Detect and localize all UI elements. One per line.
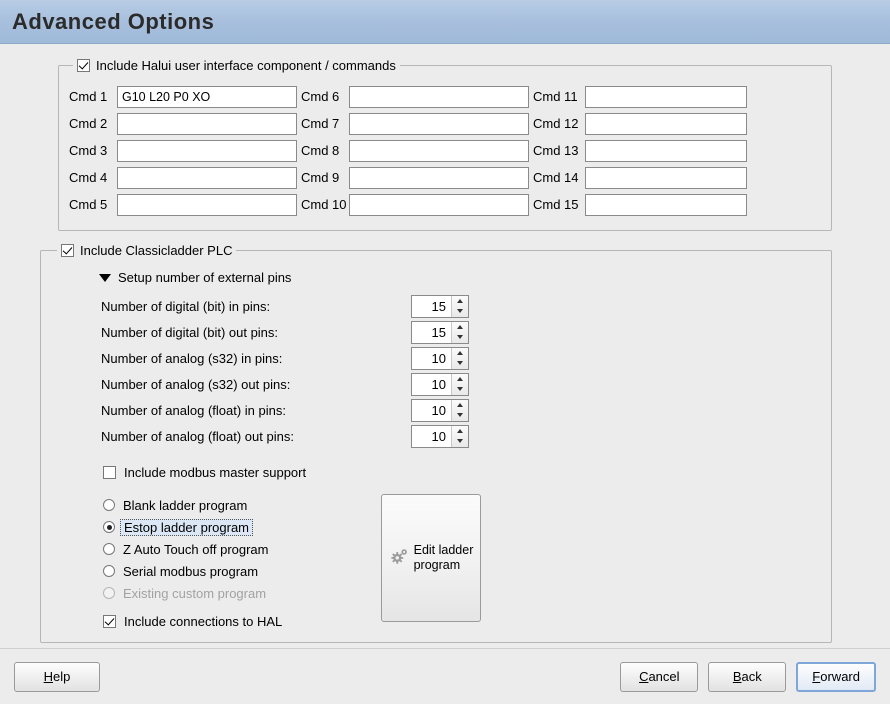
- spinner-down-icon[interactable]: [452, 384, 468, 395]
- modbus-master-row[interactable]: [103, 465, 821, 480]
- cmd-12-label: Cmd 12: [533, 116, 579, 131]
- dialog-content: [0, 44, 890, 648]
- radio-label: Blank ladder program: [123, 497, 248, 513]
- digital-out-label: Number of digital (bit) out pins:: [101, 324, 279, 340]
- analog-s32-out-spinner[interactable]: [411, 373, 469, 396]
- gear-icon: [389, 546, 411, 571]
- radio-estop-ladder-program[interactable]: [103, 516, 373, 538]
- radio-label: Z Auto Touch off program: [123, 541, 269, 557]
- classicladder-section: [40, 243, 832, 643]
- analog-s32-in-label: Number of analog (s32) in pins:: [101, 350, 283, 366]
- spinner-down-icon[interactable]: [452, 358, 468, 369]
- halui-legend: [73, 58, 400, 73]
- cancel-button[interactable]: Cancel: [620, 662, 698, 692]
- spinner-down-icon[interactable]: [452, 332, 468, 343]
- cmd-3-label: Cmd 3: [69, 143, 108, 158]
- digital-out-value[interactable]: 15: [431, 324, 446, 340]
- help-button[interactable]: Help: [14, 662, 100, 692]
- cmd-13-label: Cmd 13: [533, 143, 579, 158]
- halui-enable-checkbox[interactable]: [77, 59, 90, 72]
- cmd-10-input[interactable]: [349, 194, 529, 216]
- analog-s32-in-spinner-arrows[interactable]: [451, 348, 468, 369]
- halui-legend-label: Include Halui user interface component / commands: [96, 58, 396, 73]
- cmd-11-label: Cmd 11: [533, 89, 578, 104]
- spinner-up-icon[interactable]: [452, 348, 468, 359]
- cmd-1-label: Cmd 1: [69, 89, 108, 104]
- pin-row-analog-float-out: [101, 423, 821, 449]
- radio-label: Serial modbus program: [123, 563, 259, 579]
- footer-button-group: [620, 662, 876, 692]
- cmd-3-input[interactable]: [117, 140, 297, 162]
- cmd-7-input[interactable]: [349, 113, 529, 135]
- cmd-2-label: Cmd 2: [69, 116, 108, 131]
- analog-float-out-value[interactable]: 10: [431, 428, 446, 444]
- cmd-6-label: Cmd 6: [301, 89, 340, 104]
- forward-button[interactable]: Forward: [796, 662, 876, 692]
- analog-float-in-spinner-arrows[interactable]: [451, 400, 468, 421]
- spinner-up-icon[interactable]: [452, 296, 468, 307]
- cmd-8-input[interactable]: [349, 140, 529, 162]
- digital-in-label: Number of digital (bit) in pins:: [101, 298, 271, 314]
- radio-icon[interactable]: [103, 543, 115, 555]
- cmd-14-label: Cmd 14: [533, 170, 579, 185]
- radio-icon[interactable]: [103, 565, 115, 577]
- cmd-9-label: Cmd 9: [301, 170, 340, 185]
- help-button-rest: elp: [53, 669, 71, 684]
- back-button-rest: ack: [741, 669, 762, 684]
- dialog-footer: [0, 648, 890, 704]
- radio-icon[interactable]: [103, 499, 115, 511]
- digital-out-spinner[interactable]: [411, 321, 469, 344]
- digital-in-value[interactable]: 15: [431, 298, 446, 314]
- external-pins-expander[interactable]: [99, 270, 821, 285]
- title-bar: [0, 0, 890, 44]
- spinner-down-icon[interactable]: [452, 410, 468, 421]
- radio-existing-custom-program: [103, 582, 373, 604]
- analog-float-in-spinner[interactable]: [411, 399, 469, 422]
- cmd-9-input[interactable]: [349, 167, 529, 189]
- spinner-down-icon[interactable]: [452, 306, 468, 317]
- edit-ladder-line1: Edit ladder: [413, 543, 474, 557]
- cmd-10-label: Cmd 10: [301, 197, 347, 212]
- analog-float-out-label: Number of analog (float) out pins:: [101, 428, 294, 444]
- cmd-7-label: Cmd 7: [301, 116, 340, 131]
- analog-float-out-spinner[interactable]: [411, 425, 469, 448]
- analog-s32-in-spinner[interactable]: [411, 347, 469, 370]
- include-hal-connections-label: Include connections to HAL: [124, 613, 283, 629]
- spinner-up-icon[interactable]: [452, 400, 468, 411]
- classicladder-legend: [57, 243, 236, 258]
- cmd-13-input[interactable]: [585, 140, 747, 162]
- spinner-up-icon[interactable]: [452, 426, 468, 437]
- spinner-down-icon[interactable]: [452, 436, 468, 447]
- analog-s32-out-label: Number of analog (s32) out pins:: [101, 376, 291, 392]
- cmd-4-label: Cmd 4: [69, 170, 108, 185]
- cmd-12-input[interactable]: [585, 113, 747, 135]
- analog-s32-in-value[interactable]: 10: [431, 350, 446, 366]
- pin-row-analog-s32-out: [101, 371, 821, 397]
- radio-label: Estop ladder program: [120, 519, 253, 536]
- cmd-5-input[interactable]: [117, 194, 297, 216]
- spinner-up-icon[interactable]: [452, 374, 468, 385]
- external-pins-expander-label: Setup number of external pins: [118, 270, 292, 285]
- cmd-2-input[interactable]: [117, 113, 297, 135]
- cmd-5-label: Cmd 5: [69, 197, 108, 212]
- ladder-program-radio-group: [103, 494, 373, 632]
- pin-row-digital-out: [101, 319, 821, 345]
- include-hal-connections-row[interactable]: [103, 610, 373, 632]
- edit-ladder-line2: program: [413, 558, 461, 572]
- halui-command-grid: [67, 83, 823, 218]
- cancel-button-rest: ancel: [648, 669, 680, 684]
- analog-float-in-value[interactable]: 10: [431, 402, 446, 418]
- pin-row-analog-float-in: [101, 397, 821, 423]
- digital-in-spinner-arrows[interactable]: [451, 296, 468, 317]
- classicladder-legend-label: Include Classicladder PLC: [80, 243, 233, 258]
- radio-z-auto-touch-off-program[interactable]: [103, 538, 373, 560]
- pin-row-analog-s32-in: [101, 345, 821, 371]
- cmd-4-input[interactable]: [117, 167, 297, 189]
- forward-button-rest: orward: [820, 669, 860, 684]
- modbus-master-checkbox[interactable]: [103, 466, 116, 479]
- radio-icon[interactable]: [103, 521, 115, 533]
- digital-in-spinner[interactable]: [411, 295, 469, 318]
- chevron-down-icon: [99, 274, 111, 282]
- cmd-15-input[interactable]: [585, 194, 747, 216]
- cmd-11-input[interactable]: [585, 86, 747, 108]
- radio-serial-modbus-program[interactable]: [103, 560, 373, 582]
- analog-s32-out-spinner-arrows[interactable]: [451, 374, 468, 395]
- ladder-program-area: [103, 494, 821, 632]
- radio-icon: [103, 587, 115, 599]
- page-title: Advanced Options: [12, 8, 215, 34]
- halui-section: [58, 58, 832, 231]
- cmd-8-label: Cmd 8: [301, 143, 340, 158]
- edit-ladder-program-label: [414, 543, 474, 573]
- cmd-14-input[interactable]: [585, 167, 747, 189]
- classicladder-enable-checkbox[interactable]: [61, 244, 74, 257]
- modbus-master-label: Include modbus master support: [124, 465, 307, 480]
- edit-ladder-program-button[interactable]: [381, 494, 481, 622]
- spinner-up-icon[interactable]: [452, 322, 468, 333]
- pin-row-digital-in: [101, 293, 821, 319]
- radio-label: Existing custom program: [123, 585, 267, 601]
- back-button[interactable]: Back: [708, 662, 786, 692]
- include-hal-connections-checkbox[interactable]: [103, 615, 116, 628]
- analog-s32-out-value[interactable]: 10: [431, 376, 446, 392]
- analog-float-in-label: Number of analog (float) in pins:: [101, 402, 286, 418]
- radio-blank-ladder-program[interactable]: [103, 494, 373, 516]
- digital-out-spinner-arrows[interactable]: [451, 322, 468, 343]
- cmd-1-input[interactable]: G10 L20 P0 XO: [117, 86, 297, 108]
- analog-float-out-spinner-arrows[interactable]: [451, 426, 468, 447]
- cmd-15-label: Cmd 15: [533, 197, 579, 212]
- cmd-6-input[interactable]: [349, 86, 529, 108]
